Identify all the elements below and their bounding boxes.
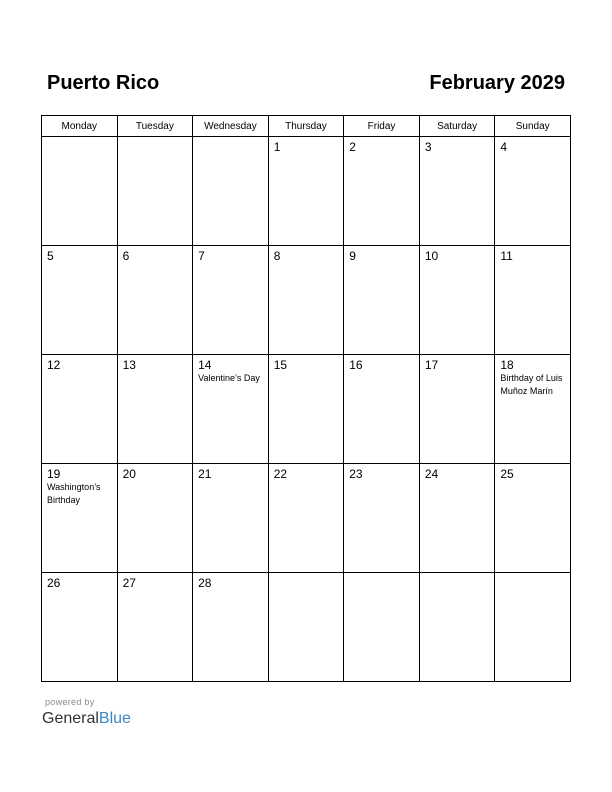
day-cell: [117, 355, 193, 464]
day-cell: [344, 137, 420, 246]
day-number: 2: [349, 140, 356, 154]
day-cell: [344, 573, 420, 682]
day-cell: [268, 246, 344, 355]
day-number: 12: [47, 358, 61, 372]
day-number: 27: [122, 576, 136, 590]
day-number: 17: [424, 358, 439, 372]
day-cell: [344, 355, 420, 464]
day-cell: [193, 246, 269, 355]
weekday-header-sunday: Sunday: [495, 116, 571, 137]
day-cell: [419, 464, 495, 573]
day-number: 28: [198, 576, 212, 590]
week-row: [42, 355, 571, 464]
day-cell: [419, 246, 495, 355]
day-cell: [193, 573, 269, 682]
day-number: 5: [47, 249, 54, 263]
powered-by-label: powered by: [45, 697, 95, 707]
day-cell: [42, 355, 118, 464]
day-cell: [268, 355, 344, 464]
day-cell: [268, 137, 344, 246]
day-cell: [117, 137, 193, 246]
day-number: 9: [349, 249, 356, 263]
day-cell: [495, 573, 571, 682]
weekday-header-row: [42, 116, 571, 137]
day-number: 13: [122, 358, 136, 372]
day-cell: [42, 464, 118, 573]
weekday-header-wednesday: Wednesday: [193, 116, 269, 137]
generalblue-logo[interactable]: [42, 709, 131, 729]
day-number: 3: [424, 140, 432, 154]
weekday-header-tuesday: Tuesday: [117, 116, 193, 137]
day-cell: [42, 246, 118, 355]
day-number: 11: [500, 249, 513, 263]
day-number: 22: [273, 467, 288, 481]
day-number: 25: [500, 467, 514, 481]
day-cell: [193, 355, 269, 464]
day-cell: [419, 573, 495, 682]
day-cell: [42, 573, 118, 682]
day-number: 19: [47, 467, 61, 481]
day-number: 8: [273, 249, 281, 263]
day-number: 26: [47, 576, 61, 590]
holiday-label: Birthday of Luis Muñoz Marín: [500, 373, 563, 396]
day-cell: [495, 355, 571, 464]
country-title: Puerto Rico: [47, 72, 160, 94]
day-cell: [42, 137, 118, 246]
day-number: 16: [349, 358, 363, 372]
holiday-label: Valentine’s Day: [198, 373, 260, 383]
day-number: 20: [122, 467, 136, 481]
day-number: 23: [349, 467, 363, 481]
week-row: [42, 137, 571, 246]
day-number: 21: [198, 467, 212, 481]
day-number: 4: [500, 140, 508, 154]
holiday-label: Washington’s Birthday: [47, 482, 101, 505]
day-number: 14: [198, 358, 212, 372]
weekday-header-thursday: Thursday: [268, 116, 344, 137]
day-number: 15: [273, 358, 288, 372]
week-row: [42, 246, 571, 355]
day-number: 18: [500, 358, 514, 372]
day-cell: [419, 355, 495, 464]
weekday-header-friday: Friday: [344, 116, 420, 137]
day-number: 1: [273, 140, 281, 154]
logo-text-blue: Blue: [98, 710, 131, 727]
day-number: 7: [198, 249, 205, 263]
weekday-header-monday: Monday: [42, 116, 118, 137]
month-year-title: February 2029: [429, 72, 565, 94]
day-number: 10: [424, 249, 439, 263]
day-cell: [117, 573, 193, 682]
day-cell: [193, 137, 269, 246]
logo-text-general: General: [42, 710, 99, 727]
day-cell: [419, 137, 495, 246]
footer-branding[interactable]: [42, 697, 131, 729]
day-cell: [117, 246, 193, 355]
day-number: 6: [122, 249, 130, 263]
day-cell: [495, 137, 571, 246]
calendar-grid: [41, 115, 571, 682]
day-cell: [344, 246, 420, 355]
day-cell: [268, 573, 344, 682]
day-cell: [117, 464, 193, 573]
day-number: 24: [424, 467, 439, 481]
day-cell: [495, 464, 571, 573]
day-cell: [268, 464, 344, 573]
weekday-header-saturday: Saturday: [419, 116, 495, 137]
day-cell: [344, 464, 420, 573]
day-cell: [495, 246, 571, 355]
day-cell: [193, 464, 269, 573]
week-row: [42, 464, 571, 573]
week-row: [42, 573, 571, 682]
